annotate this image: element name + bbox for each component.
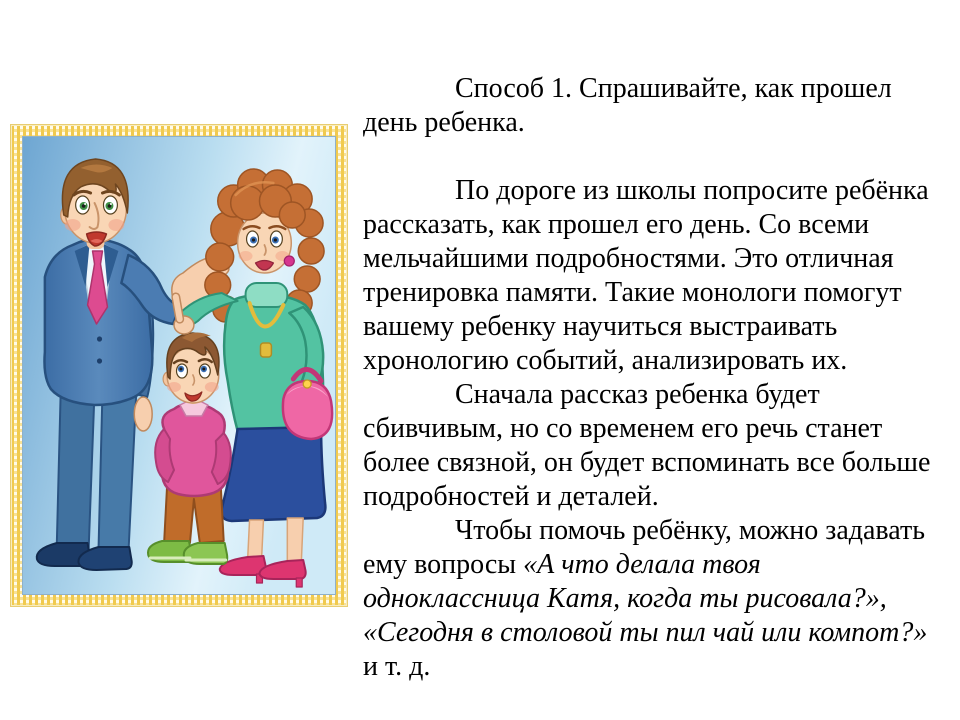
paragraph-walk-from-school: По дороге из школы попросите ребёнка рассказать, как прошел его день. Со всеми мельчайшими подробностями. Это отличная тренировка памяти. Такие монологи помогут вашему ребенку научиться выстраивать хронологию событий, анализировать их.: [363, 175, 929, 376]
slide-text: [363, 72, 943, 684]
family-illustration: [22, 136, 336, 595]
closing-quote: «А что делала твоя одноклассница Катя, когда ты рисовала?», «Сегодня в столовой ты пил чай или компот?»: [363, 549, 928, 648]
closing-tail: и т. д.: [363, 651, 431, 682]
paragraph-example-questions: [363, 514, 943, 684]
paragraph-story-improves: Сначала рассказ ребенка будет сбивчивым, но со временем его речь станет более связной, он будет вспоминать все больше подробностей и деталей.: [363, 379, 931, 512]
family-illustration-svg: [23, 137, 335, 594]
slide-title: Способ 1. Спрашивайте, как прошел день ребенка.: [363, 73, 892, 138]
family-photo-frame: [10, 124, 348, 607]
closing-lead: Чтобы помочь ребёнку, можно задавать ему вопросы: [363, 515, 925, 580]
